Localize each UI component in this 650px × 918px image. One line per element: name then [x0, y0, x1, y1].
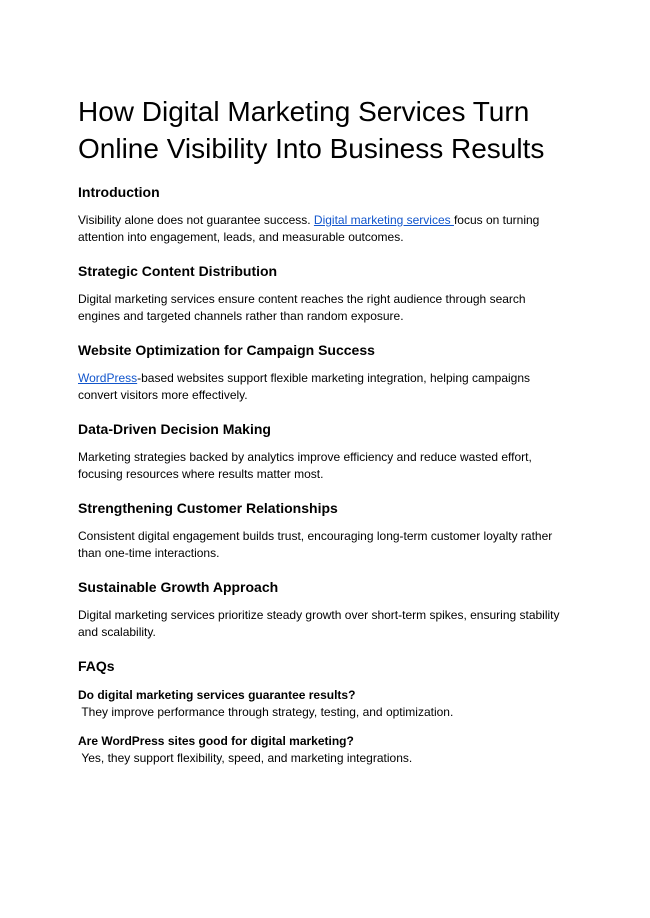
digital-marketing-services-link[interactable]: Digital marketing services [313, 213, 454, 227]
paragraph-text: Consistent digital engagement builds trust, encouraging long-term customer loyalty rather than one-time interactions. [78, 529, 553, 560]
heading-data-driven-decision-making: Data-Driven Decision Making [78, 421, 271, 437]
paragraph-website-optimization [78, 370, 568, 404]
page-title: How Digital Marketing Services Turn Online Visibility Into Business Results [78, 96, 545, 164]
paragraph-data-driven-decision-making [78, 449, 568, 483]
paragraph-sustainable-growth-approach [78, 607, 568, 641]
faq-answer: They improve performance through strategy, testing, and optimization. [78, 705, 454, 719]
faq-question: Are WordPress sites good for digital marketing? [78, 734, 354, 748]
heading-sustainable-growth-approach: Sustainable Growth Approach [78, 579, 279, 595]
paragraph-text: focus on turning attention into engagement, leads, and measurable outcomes. [78, 213, 540, 244]
wordpress-link[interactable]: WordPress [78, 371, 138, 385]
heading-introduction: Introduction [78, 184, 160, 200]
paragraph-text: Digital marketing services prioritize steady growth over short-term spikes, ensuring stability and scalability. [78, 608, 560, 639]
heading-website-optimization: Website Optimization for Campaign Success [78, 342, 375, 358]
paragraph-text: Digital marketing services ensure content reaches the right audience through search engines and targeted channels rather than random exposure. [78, 292, 526, 323]
faq-question: Do digital marketing services guarantee results? [78, 688, 356, 702]
paragraph-strengthening-customer-relationships [78, 528, 568, 562]
paragraph-text: -based websites support flexible marketing integration, helping campaigns convert visitors more effectively. [78, 371, 531, 402]
paragraph-text: Marketing strategies backed by analytics improve efficiency and reduce wasted effort, focusing resources where results matter most. [78, 450, 532, 481]
faq-answer: Yes, they support flexibility, speed, and marketing integrations. [78, 751, 413, 765]
faq-item [78, 687, 568, 721]
heading-strategic-content-distribution: Strategic Content Distribution [78, 263, 278, 279]
faq-item [78, 733, 568, 767]
paragraph-strategic-content-distribution [78, 291, 568, 325]
document-content [78, 93, 568, 767]
paragraph-text: Visibility alone does not guarantee success. [78, 213, 314, 227]
heading-strengthening-customer-relationships: Strengthening Customer Relationships [78, 500, 338, 516]
paragraph-introduction [78, 212, 568, 246]
heading-faqs: FAQs [78, 658, 115, 674]
